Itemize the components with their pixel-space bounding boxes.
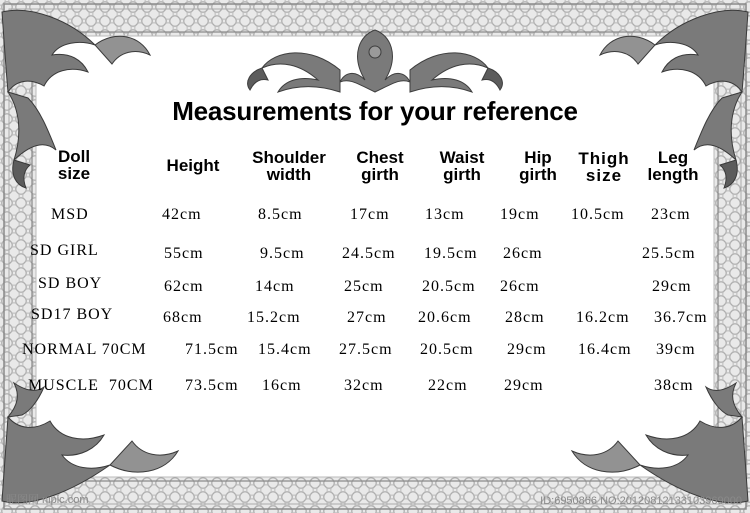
row-sd-girl-leg: 25.5cm bbox=[642, 245, 696, 262]
header-doll-size bbox=[44, 148, 104, 182]
row-sd17-boy-size: SD17 BOY bbox=[31, 306, 114, 323]
header-waist bbox=[426, 149, 498, 183]
row-sd-girl-size: SD GIRL bbox=[30, 242, 99, 259]
header-waist-line1: Waist bbox=[439, 148, 485, 167]
row-normal-shoulder: 15.4cm bbox=[258, 341, 312, 358]
row-msd-waist: 13cm bbox=[425, 206, 465, 223]
row-sd17-boy-height: 68cm bbox=[163, 309, 203, 326]
header-thigh bbox=[572, 150, 636, 184]
page-title: Measurements for your reference bbox=[172, 96, 578, 126]
row-sd17-boy-chest: 27cm bbox=[347, 309, 387, 326]
row-sd-girl-hip: 26cm bbox=[503, 245, 543, 262]
row-normal-thigh: 16.4cm bbox=[578, 341, 632, 358]
row-sd-boy-waist: 20.5cm bbox=[422, 278, 476, 295]
row-sd-boy-chest: 25cm bbox=[344, 278, 384, 295]
header-leg-line1: Leg bbox=[657, 148, 689, 167]
header-height-line1: Height bbox=[166, 156, 220, 175]
header-doll-size-line1: Doll bbox=[57, 147, 91, 166]
row-sd17-boy-thigh: 16.2cm bbox=[576, 309, 630, 326]
row-normal-size: NORMAL 70CM bbox=[22, 341, 147, 358]
row-sd17-boy-hip: 28cm bbox=[505, 309, 545, 326]
row-muscle-size: MUSCLE 70CM bbox=[28, 377, 154, 394]
header-thigh-line1: Thigh bbox=[578, 149, 630, 168]
row-sd-girl-shoulder: 9.5cm bbox=[260, 245, 305, 262]
header-chest bbox=[344, 149, 416, 183]
row-muscle-waist: 22cm bbox=[428, 377, 468, 394]
header-chest-line1: Chest bbox=[356, 148, 404, 167]
row-sd-girl-waist: 19.5cm bbox=[424, 245, 478, 262]
header-thigh-line2: size bbox=[585, 166, 623, 185]
row-normal-chest: 27.5cm bbox=[339, 341, 393, 358]
header-leg-line2: length bbox=[647, 165, 699, 184]
row-sd-boy-height: 62cm bbox=[164, 278, 204, 295]
row-normal-leg: 39cm bbox=[656, 341, 696, 358]
row-muscle-height: 73.5cm bbox=[185, 377, 239, 394]
row-normal-hip: 29cm bbox=[507, 341, 547, 358]
header-doll-size-line2: size bbox=[57, 164, 91, 183]
row-sd17-boy-leg: 36.7cm bbox=[654, 309, 708, 326]
row-msd-shoulder: 8.5cm bbox=[258, 206, 303, 223]
row-sd17-boy-waist: 20.6cm bbox=[418, 309, 472, 326]
row-muscle-shoulder: 16cm bbox=[262, 377, 302, 394]
header-waist-line2: girth bbox=[443, 165, 481, 184]
header-shoulder bbox=[244, 149, 334, 183]
row-sd-girl-chest: 24.5cm bbox=[342, 245, 396, 262]
row-msd-thigh: 10.5cm bbox=[571, 206, 625, 223]
header-leg bbox=[640, 149, 706, 183]
row-msd-size: MSD bbox=[51, 206, 89, 223]
watermark-left: 昵图网 nipic.com bbox=[6, 494, 89, 506]
header-hip bbox=[510, 149, 566, 183]
row-sd-boy-hip: 26cm bbox=[500, 278, 540, 295]
row-muscle-chest: 32cm bbox=[344, 377, 384, 394]
row-msd-leg: 23cm bbox=[651, 206, 691, 223]
row-sd-girl-height: 55cm bbox=[164, 245, 204, 262]
header-chest-line2: girth bbox=[361, 165, 399, 184]
row-muscle-hip: 29cm bbox=[504, 377, 544, 394]
row-muscle-leg: 38cm bbox=[654, 377, 694, 394]
row-msd-hip: 19cm bbox=[500, 206, 540, 223]
header-hip-line1: Hip bbox=[524, 148, 552, 167]
header-height bbox=[156, 157, 230, 174]
header-shoulder-line2: width bbox=[266, 165, 312, 184]
watermark-right: ID:6950866 NO:20120812133103969000 bbox=[540, 495, 742, 507]
row-msd-chest: 17cm bbox=[350, 206, 390, 223]
row-sd-boy-size: SD BOY bbox=[38, 275, 103, 292]
row-normal-waist: 20.5cm bbox=[420, 341, 474, 358]
row-msd-height: 42cm bbox=[162, 206, 202, 223]
header-hip-line2: girth bbox=[519, 165, 557, 184]
row-sd17-boy-shoulder: 15.2cm bbox=[247, 309, 301, 326]
row-sd-boy-shoulder: 14cm bbox=[255, 278, 295, 295]
row-sd-boy-leg: 29cm bbox=[652, 278, 692, 295]
header-shoulder-line1: Shoulder bbox=[252, 148, 326, 167]
row-normal-height: 71.5cm bbox=[185, 341, 239, 358]
